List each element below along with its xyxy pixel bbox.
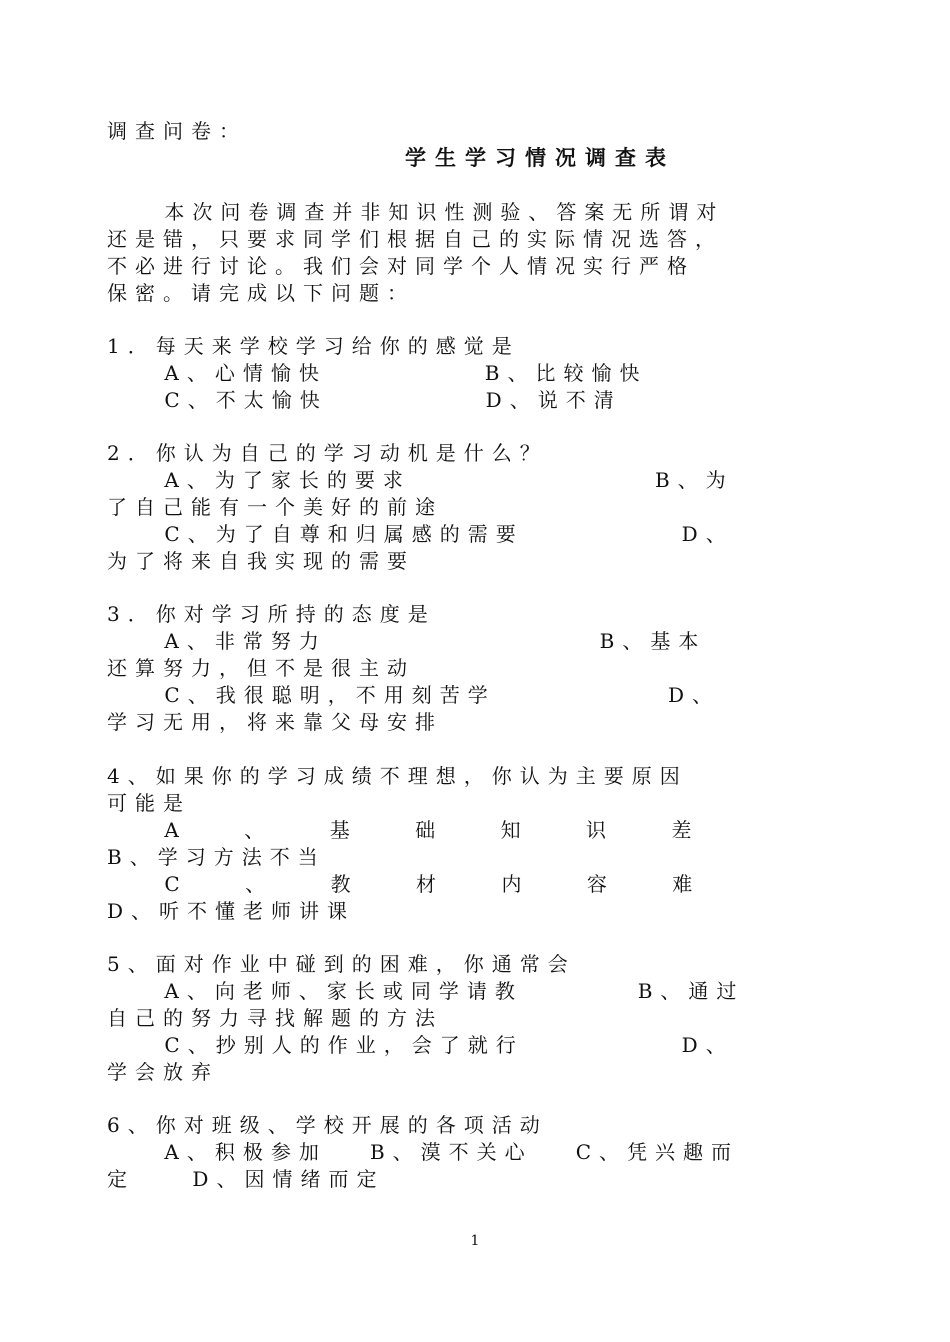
question-options: A、向老师、家长或同学请教 B、通过 (107, 979, 745, 1003)
page-number: 1 (470, 1233, 480, 1249)
intro-line: 保密。请完成以下问题： (107, 281, 415, 305)
question-options: A、积极参加 B、漠不关心 C、凭兴趣而 (107, 1140, 740, 1164)
question-text: 可能是 (107, 791, 191, 815)
question-options: 还算努力，但不是很主动 (107, 656, 415, 680)
question-options: 学习无用，将来靠父母安排 (107, 710, 443, 734)
question-options: 自己的努力寻找解题的方法 (107, 1006, 443, 1030)
question-options: C、我很聪明，不用刻苦学 D、 (107, 683, 721, 707)
question-options: A 、 基 础 知 识 差 (107, 818, 700, 842)
survey-label: 调查问卷： (107, 119, 247, 143)
intro-line: 还是错，只要求同学们根据自己的实际情况选答， (107, 227, 723, 251)
question-options: 学会放弃 (107, 1060, 219, 1084)
question-text: 3．你对学习所持的态度是 (107, 602, 436, 626)
question-options: A、心情愉快 B、比较愉快 (107, 361, 648, 385)
question-options: 定 D、因情绪而定 (107, 1167, 385, 1191)
question-options: C、为了自尊和归属感的需要 D、 (107, 522, 734, 546)
question-options: A、非常努力 B、基本 (107, 629, 707, 653)
question-options: C、不太愉快 D、说不清 (107, 388, 622, 412)
intro-line: 本次问卷调查并非知识性测验、答案无所谓对 (107, 200, 725, 224)
question-options: D、听不懂老师讲课 (107, 899, 356, 923)
question-text: 1．每天来学校学习给你的感觉是 (107, 334, 520, 358)
question-options: B、学习方法不当 (107, 845, 326, 869)
question-text: 5、面对作业中碰到的困难，你通常会 (107, 952, 576, 976)
question-text: 6、你对班级、学校开展的各项活动 (107, 1113, 548, 1137)
question-text: 4、如果你的学习成绩不理想，你认为主要原因 (107, 764, 688, 788)
question-options: 了自己能有一个美好的前途 (107, 495, 443, 519)
question-options: 为了将来自我实现的需要 (107, 549, 415, 573)
question-text: 2．你认为自己的学习动机是什么？ (107, 441, 548, 465)
question-options: C、抄别人的作业，会了就行 D、 (107, 1033, 734, 1057)
question-options: A、为了家长的要求 B、为 (107, 468, 734, 492)
question-options: C 、 教 材 内 容 难 (107, 872, 701, 896)
survey-title: 学生学习情况调查表 (405, 145, 675, 170)
intro-line: 不必进行讨论。我们会对同学个人情况实行严格 (107, 254, 695, 278)
